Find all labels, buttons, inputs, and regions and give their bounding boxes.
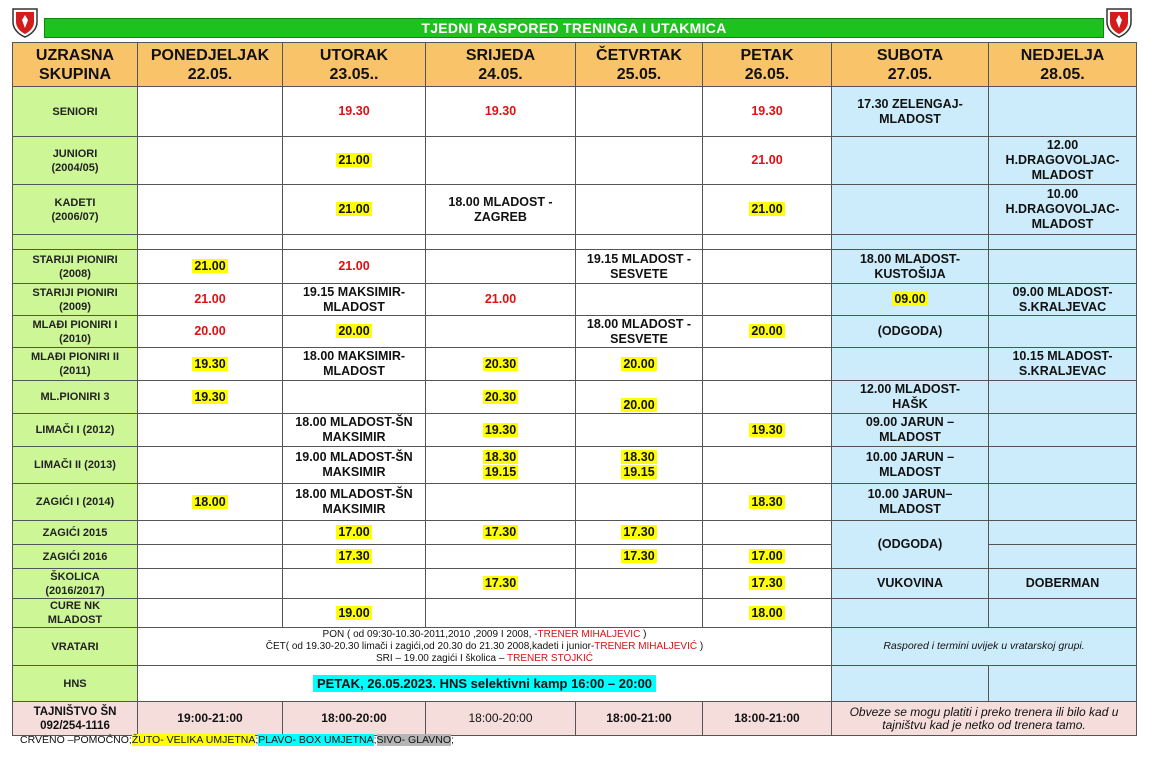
- cell-wed: 20.30: [426, 348, 576, 381]
- cell-wed: [426, 545, 576, 569]
- cell-sat: 12.00 MLADOST- HAŠK: [832, 381, 989, 414]
- cell-thu: [576, 87, 703, 137]
- group-label: STARIJI PIONIRI (2009): [13, 284, 138, 316]
- cell-sun: [989, 545, 1137, 569]
- table-row: [13, 569, 1137, 599]
- group-label: MLAĐI PIONIRI I (2010): [13, 316, 138, 348]
- cell-sun: [989, 666, 1137, 702]
- cell-tue: 18.00 MAKSIMIR- MLADOST: [283, 348, 426, 381]
- header-fri: PETAK 26.05.: [703, 43, 832, 87]
- cell-tue: 20.00: [283, 316, 426, 348]
- cell-mon: [138, 447, 283, 484]
- goalkeeper-note: PON ( od 09:30-10.30-2011,2010 ,2009 I 2008, -TRENER MIHALJEVIC ) ČET( od 19.30-20.30 limači i zagići,od 20.30 do 21.30 2008,kadeti i junior-TRENER MIHALJEVIĆ ) SRI – 19.00 zagići I školica – TRENER STOJKIĆ: [138, 628, 832, 666]
- group-label: KADETI (2006/07): [13, 185, 138, 235]
- group-label: LIMAČI I (2012): [13, 414, 138, 447]
- cell-fri: 20.00: [703, 316, 832, 348]
- cell-mon: 20.00: [138, 316, 283, 348]
- cell-mon: 21.00: [138, 284, 283, 316]
- cell-tue: 18.00 MLADOST-ŠN MAKSIMIR: [283, 484, 426, 521]
- cell-mon: [138, 521, 283, 545]
- cell-tue: 19.30: [283, 87, 426, 137]
- table-row: [13, 414, 1137, 447]
- cell-thu: [576, 414, 703, 447]
- group-label: ZAGIĆI 2015: [13, 521, 138, 545]
- header-wed: SRIJEDA 24.05.: [426, 43, 576, 87]
- cell-mon: 18.00: [138, 484, 283, 521]
- group-label: ŠKOLICA (2016/2017): [13, 569, 138, 599]
- table-row: [13, 447, 1137, 484]
- cell-sun: 09.00 MLADOST- S.KRALJEVAC: [989, 284, 1137, 316]
- cell-wed: 19.30: [426, 414, 576, 447]
- table-row: [13, 348, 1137, 381]
- cell-sat: [832, 666, 989, 702]
- cell-sun: [989, 250, 1137, 284]
- cell-wed: 17.30: [426, 521, 576, 545]
- cell-thu: [576, 284, 703, 316]
- group-label: JUNIORI (2004/05): [13, 137, 138, 185]
- cell-tue: [283, 569, 426, 599]
- hns-camp-note: PETAK, 26.05.2023. HNS selektivni kamp 16:00 – 20:00: [138, 666, 832, 702]
- cell-sat: [832, 599, 989, 628]
- cell-mon: [138, 87, 283, 137]
- payment-note: Obveze se mogu platiti i preko trenera ili bilo kad u tajništvu kad je netko od trenera tamo.: [832, 702, 1137, 736]
- cell-wed: 21.00: [426, 284, 576, 316]
- cell-mon: 19.30: [138, 381, 283, 414]
- legend-yellow-key: ŽUTO: [131, 734, 161, 746]
- cell-thu: 19.15 MLADOST - SESVETE: [576, 250, 703, 284]
- cell-wed: 17.30: [426, 569, 576, 599]
- header-row: [13, 43, 1137, 87]
- cell-sat: [832, 137, 989, 185]
- header-sat: SUBOTA 27.05.: [832, 43, 989, 87]
- cell-wed: 18.30 19.15: [426, 447, 576, 484]
- cell-fri: [703, 250, 832, 284]
- group-label: VRATARI: [13, 628, 138, 666]
- cell-sun: [989, 599, 1137, 628]
- cell-sun: DOBERMAN: [989, 569, 1137, 599]
- cell-sun: [989, 381, 1137, 414]
- spacer-row: [13, 235, 1137, 250]
- cell-mon: [138, 414, 283, 447]
- cell-fri: 18.00: [703, 599, 832, 628]
- page-title: TJEDNI RASPORED TRENINGA I UTAKMICA: [44, 18, 1104, 38]
- table-row: [13, 137, 1137, 185]
- cell-wed: [426, 316, 576, 348]
- cell-wed: [426, 137, 576, 185]
- club-crest-icon: [1104, 6, 1134, 38]
- cell-thu: 20.00: [576, 348, 703, 381]
- cell-tue: 17.30: [283, 545, 426, 569]
- cell-sun: [989, 316, 1137, 348]
- cell-thu: 18.00 MLADOST - SESVETE: [576, 316, 703, 348]
- group-label: ML.PIONIRI 3: [13, 381, 138, 414]
- cell-sun: 10.00 H.DRAGOVOLJAC- MLADOST: [989, 185, 1137, 235]
- cell-thu: 17.30: [576, 521, 703, 545]
- schedule-table: [12, 42, 1137, 736]
- table-row: [13, 250, 1137, 284]
- cell-thu: [576, 137, 703, 185]
- cell-thu: [576, 484, 703, 521]
- cell-fri: [703, 348, 832, 381]
- cell-sat: [832, 185, 989, 235]
- club-crest-icon: [10, 6, 40, 38]
- group-label: MLAĐI PIONIRI II (2011): [13, 348, 138, 381]
- cell-thu: [576, 185, 703, 235]
- group-label: TAJNIŠTVO ŠN 092/254-1116: [13, 702, 138, 736]
- table-row: [13, 381, 1137, 414]
- cell-fri: 18.30: [703, 484, 832, 521]
- cell-tue: 21.00: [283, 250, 426, 284]
- cell-mon: [138, 545, 283, 569]
- cell-sat: [832, 348, 989, 381]
- group-label: HNS: [13, 666, 138, 702]
- cell-sat: VUKOVINA: [832, 569, 989, 599]
- cell-tue: 21.00: [283, 185, 426, 235]
- cell-sun: [989, 414, 1137, 447]
- cell-thu: [576, 599, 703, 628]
- cell-tue: 18.00 MLADOST-ŠN MAKSIMIR: [283, 414, 426, 447]
- cell-sat: 10.00 JARUN– MLADOST: [832, 484, 989, 521]
- table-row: [13, 628, 1137, 666]
- cell-mon: [138, 569, 283, 599]
- cell-fri: [703, 284, 832, 316]
- table-row: [13, 599, 1137, 628]
- header-sun: NEDJELJA 28.05.: [989, 43, 1137, 87]
- cell-sun: [989, 447, 1137, 484]
- header-tue: UTORAK 23.05..: [283, 43, 426, 87]
- cell-wed: 20.30: [426, 381, 576, 414]
- cell-sat: 09.00: [832, 284, 989, 316]
- cell-sat: 17.30 ZELENGAJ- MLADOST: [832, 87, 989, 137]
- cell-wed: [426, 484, 576, 521]
- group-label: STARIJI PIONIRI (2008): [13, 250, 138, 284]
- cell-wed: [426, 250, 576, 284]
- cell-wed: [426, 599, 576, 628]
- cell-sat: 18.00 MLADOST- KUSTOŠIJA: [832, 250, 989, 284]
- cell-tue: [283, 381, 426, 414]
- cell-fri: [703, 521, 832, 545]
- cell-thu: [576, 569, 703, 599]
- cell-thu: 18:00-21:00: [576, 702, 703, 736]
- cell-sun: [989, 87, 1137, 137]
- cell-fri: 17.00: [703, 545, 832, 569]
- group-label: ZAGIĆI 2016: [13, 545, 138, 569]
- group-label: LIMAČI II (2013): [13, 447, 138, 484]
- table-row: [13, 316, 1137, 348]
- cell-wed: 18.00 MLADOST - ZAGREB: [426, 185, 576, 235]
- legend-grey-text: - GLAVNO: [401, 734, 452, 746]
- cell-mon: 21.00: [138, 250, 283, 284]
- header-mon: PONEDJELJAK 22.05.: [138, 43, 283, 87]
- header-group: UZRASNA SKUPINA: [13, 43, 138, 87]
- cell-wed: 19.30: [426, 87, 576, 137]
- cell-tue: 19.00 MLADOST-ŠN MAKSIMIR: [283, 447, 426, 484]
- cell-sun: 10.15 MLADOST- S.KRALJEVAC: [989, 348, 1137, 381]
- group-label: ZAGIĆI I (2014): [13, 484, 138, 521]
- cell-sun: [989, 521, 1137, 545]
- cell-tue: 18:00-20:00: [283, 702, 426, 736]
- cell-sat: 09.00 JARUN – MLADOST: [832, 414, 989, 447]
- group-label: SENIORI: [13, 87, 138, 137]
- color-legend: CRVENO –POMOĆNO;ŽUTO- VELIKA UMJETNA;PLAVO- BOX UMJETNA;SIVO- GLAVNO;: [20, 734, 454, 746]
- cell-fri: 18:00-21:00: [703, 702, 832, 736]
- table-row: [13, 484, 1137, 521]
- legend-grey-key: SIVO: [376, 734, 402, 746]
- legend-blue-text: - BOX UMJETNA: [292, 734, 374, 746]
- cell-fri: 19.30: [703, 414, 832, 447]
- cell-mon: 19:00-21:00: [138, 702, 283, 736]
- cell-fri: [703, 381, 832, 414]
- header-thu: ČETVRTAK 25.05.: [576, 43, 703, 87]
- legend-red: CRVENO –POMOĆNO;: [20, 734, 132, 746]
- cell-wed: 18:00-20:00: [426, 702, 576, 736]
- cell-thu: 17.30: [576, 545, 703, 569]
- cell-mon: [138, 137, 283, 185]
- goalkeeper-weekend-note: Raspored i termini uvijek u vratarskoj grupi.: [832, 628, 1137, 666]
- cell-fri: [703, 447, 832, 484]
- table-row: [13, 521, 1137, 545]
- table-row: [13, 666, 1137, 702]
- cell-fri: 17.30: [703, 569, 832, 599]
- table-row: [13, 87, 1137, 137]
- cell-fri: 21.00: [703, 185, 832, 235]
- cell-thu: 18.30 19.15: [576, 447, 703, 484]
- legend-blue-key: PLAVO: [258, 734, 293, 746]
- cell-thu: 20.00: [576, 381, 703, 414]
- table-row: [13, 185, 1137, 235]
- cell-tue: 19.00: [283, 599, 426, 628]
- cell-fri: 21.00: [703, 137, 832, 185]
- cell-fri: 19.30: [703, 87, 832, 137]
- cell-mon: [138, 599, 283, 628]
- cell-sun: [989, 484, 1137, 521]
- table-row: [13, 702, 1137, 736]
- cell-tue: 21.00: [283, 137, 426, 185]
- legend-yellow-text: - VELIKA UMJETNA: [160, 734, 256, 746]
- cell-tue: 19.15 MAKSIMIR- MLADOST: [283, 284, 426, 316]
- cell-mon: [138, 185, 283, 235]
- table-row: [13, 284, 1137, 316]
- cell-mon: 19.30: [138, 348, 283, 381]
- cell-sat: (ODGODA): [832, 316, 989, 348]
- cell-tue: 17.00: [283, 521, 426, 545]
- cell-sat: (ODGODA): [832, 521, 989, 569]
- group-label: CURE NK MLADOST: [13, 599, 138, 628]
- cell-sat: 10.00 JARUN – MLADOST: [832, 447, 989, 484]
- cell-sun: 12.00 H.DRAGOVOLJAC- MLADOST: [989, 137, 1137, 185]
